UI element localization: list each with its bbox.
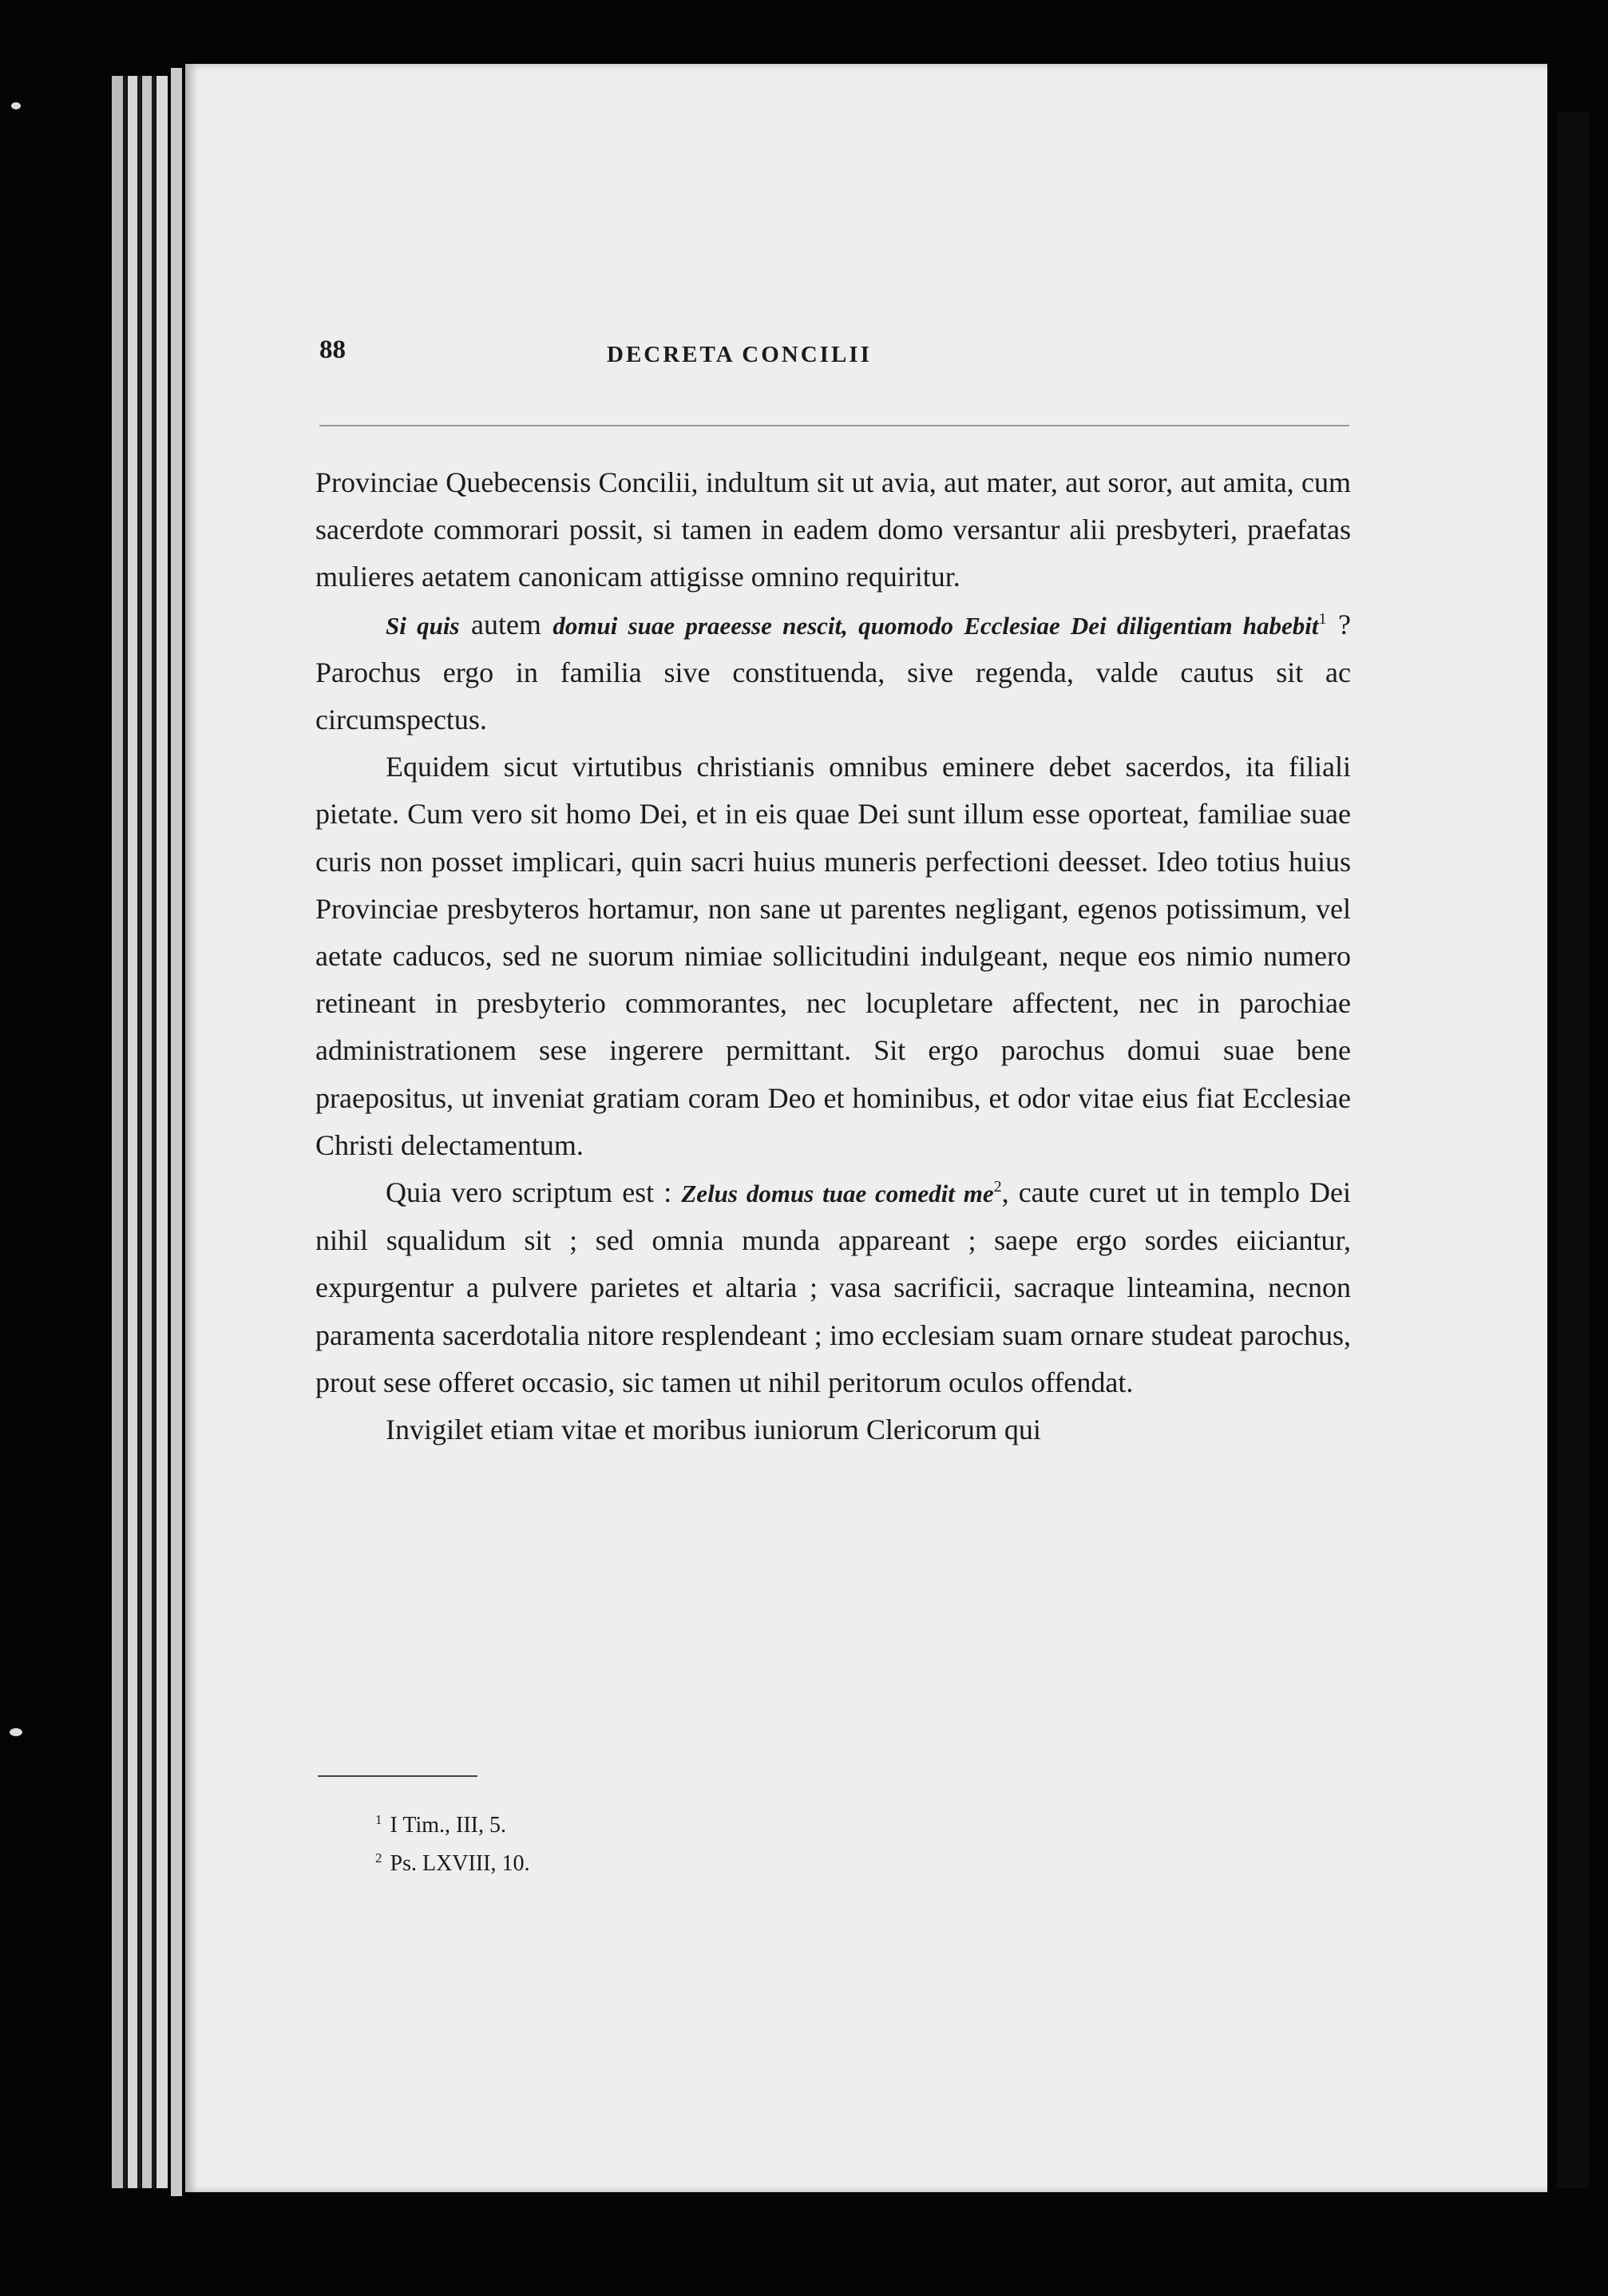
page-edge-gap	[123, 76, 127, 2188]
page-edge	[128, 76, 137, 2188]
paragraph	[315, 744, 1351, 1169]
footnote-ref: 1	[1318, 609, 1327, 628]
page-edge	[171, 68, 182, 2196]
footnote-text: I Tim., III, 5.	[390, 1813, 506, 1838]
page-number: 88	[319, 335, 346, 364]
paragraph	[315, 459, 1351, 601]
page-edge-gap	[137, 76, 141, 2188]
facing-page-edge	[1557, 112, 1589, 2188]
paragraph	[315, 601, 1351, 744]
paragraph	[315, 1406, 1351, 1453]
italic-quote: domui suae praeesse nescit, quomodo Ecclesiae Dei diligentiam habebit	[553, 611, 1319, 640]
footnote-mark: 2	[375, 1850, 382, 1866]
text-run: autem	[459, 608, 553, 640]
text-run: Invigilet etiam vitae et moribus iuniorum Clericorum qui	[386, 1414, 1041, 1446]
page-edge	[112, 76, 123, 2188]
footnote	[375, 1845, 530, 1883]
running-head: DECRETA CONCILII	[607, 342, 872, 367]
text-run: Provinciae Quebecensis Concilii, indultum sit ut avia, aut mater, aut soror, aut amita, cum sacerdote commorari possit, si tamen in eadem domo versantur alii presbyteri, praefatas mulieres aetatem canonicam attigisse omnino requiritur.	[315, 466, 1351, 593]
text-run: , caute curet ut in templo Dei nihil squalidum sit ; sed omnia munda appareant ; saepe ergo sordes eiiciantur, expurgentur a pulvere parietes et altaria ; vasa sacrificii, sacraque linteamina, necnon paramenta sacerdotalia nitore resplendeant ; imo ecclesiam suam ornare studeat parochus, prout sese offeret occasio, sic tamen ut nihil peritorum oculos offendat.	[315, 1176, 1351, 1398]
text-run: ? Parochus ergo in familia sive constituenda, sive regenda, valde cautus sit ac circumspectus.	[315, 608, 1351, 736]
footnote	[375, 1806, 530, 1845]
footnote-ref: 2	[993, 1178, 1002, 1196]
paragraph	[315, 1169, 1351, 1406]
page-header	[319, 335, 1349, 383]
dust-speck	[10, 1728, 22, 1736]
dust-speck	[11, 102, 21, 109]
footnote-text: Ps. LXVIII, 10.	[390, 1851, 530, 1876]
footnote-rule	[318, 1775, 477, 1777]
text-run: Quia vero scriptum est :	[386, 1176, 682, 1209]
header-rule	[319, 425, 1349, 426]
page-edge-gap	[152, 76, 156, 2188]
footnote-mark: 1	[375, 1811, 382, 1827]
page-edge	[142, 76, 152, 2188]
body-text	[315, 459, 1351, 1453]
footnotes	[375, 1806, 530, 1883]
italic-quote: Zelus domus tuae comedit me	[681, 1180, 994, 1208]
text-run: Equidem sicut virtutibus christianis omnibus eminere debet sacerdos, ita filiali pietate. Cum vero sit homo Dei, et in eis quae Dei sunt illum esse oporteat, familiae suae curis non posset implicari, quin sacri huius muneris perfectioni deesset. Ideo totius huius Provinciae presbyteros hortamur, non sane ut parentes negligant, egenos potissimum, vel aetate caducos, sed ne suorum nimiae sollicitudini indulgeant, neque eos nimio numero retineant in presbyterio commorantes, nec locupletare affectent, nec in parochiae administrationem sese ingerere permittant. Sit ergo parochus domui suae bene praepositus, ut inveniat gratiam coram Deo et hominibus, et odor vitae eius fiat Ecclesiae Christi delectamentum.	[315, 751, 1351, 1161]
page-edge	[156, 76, 168, 2188]
italic-quote: Si quis	[386, 611, 460, 640]
